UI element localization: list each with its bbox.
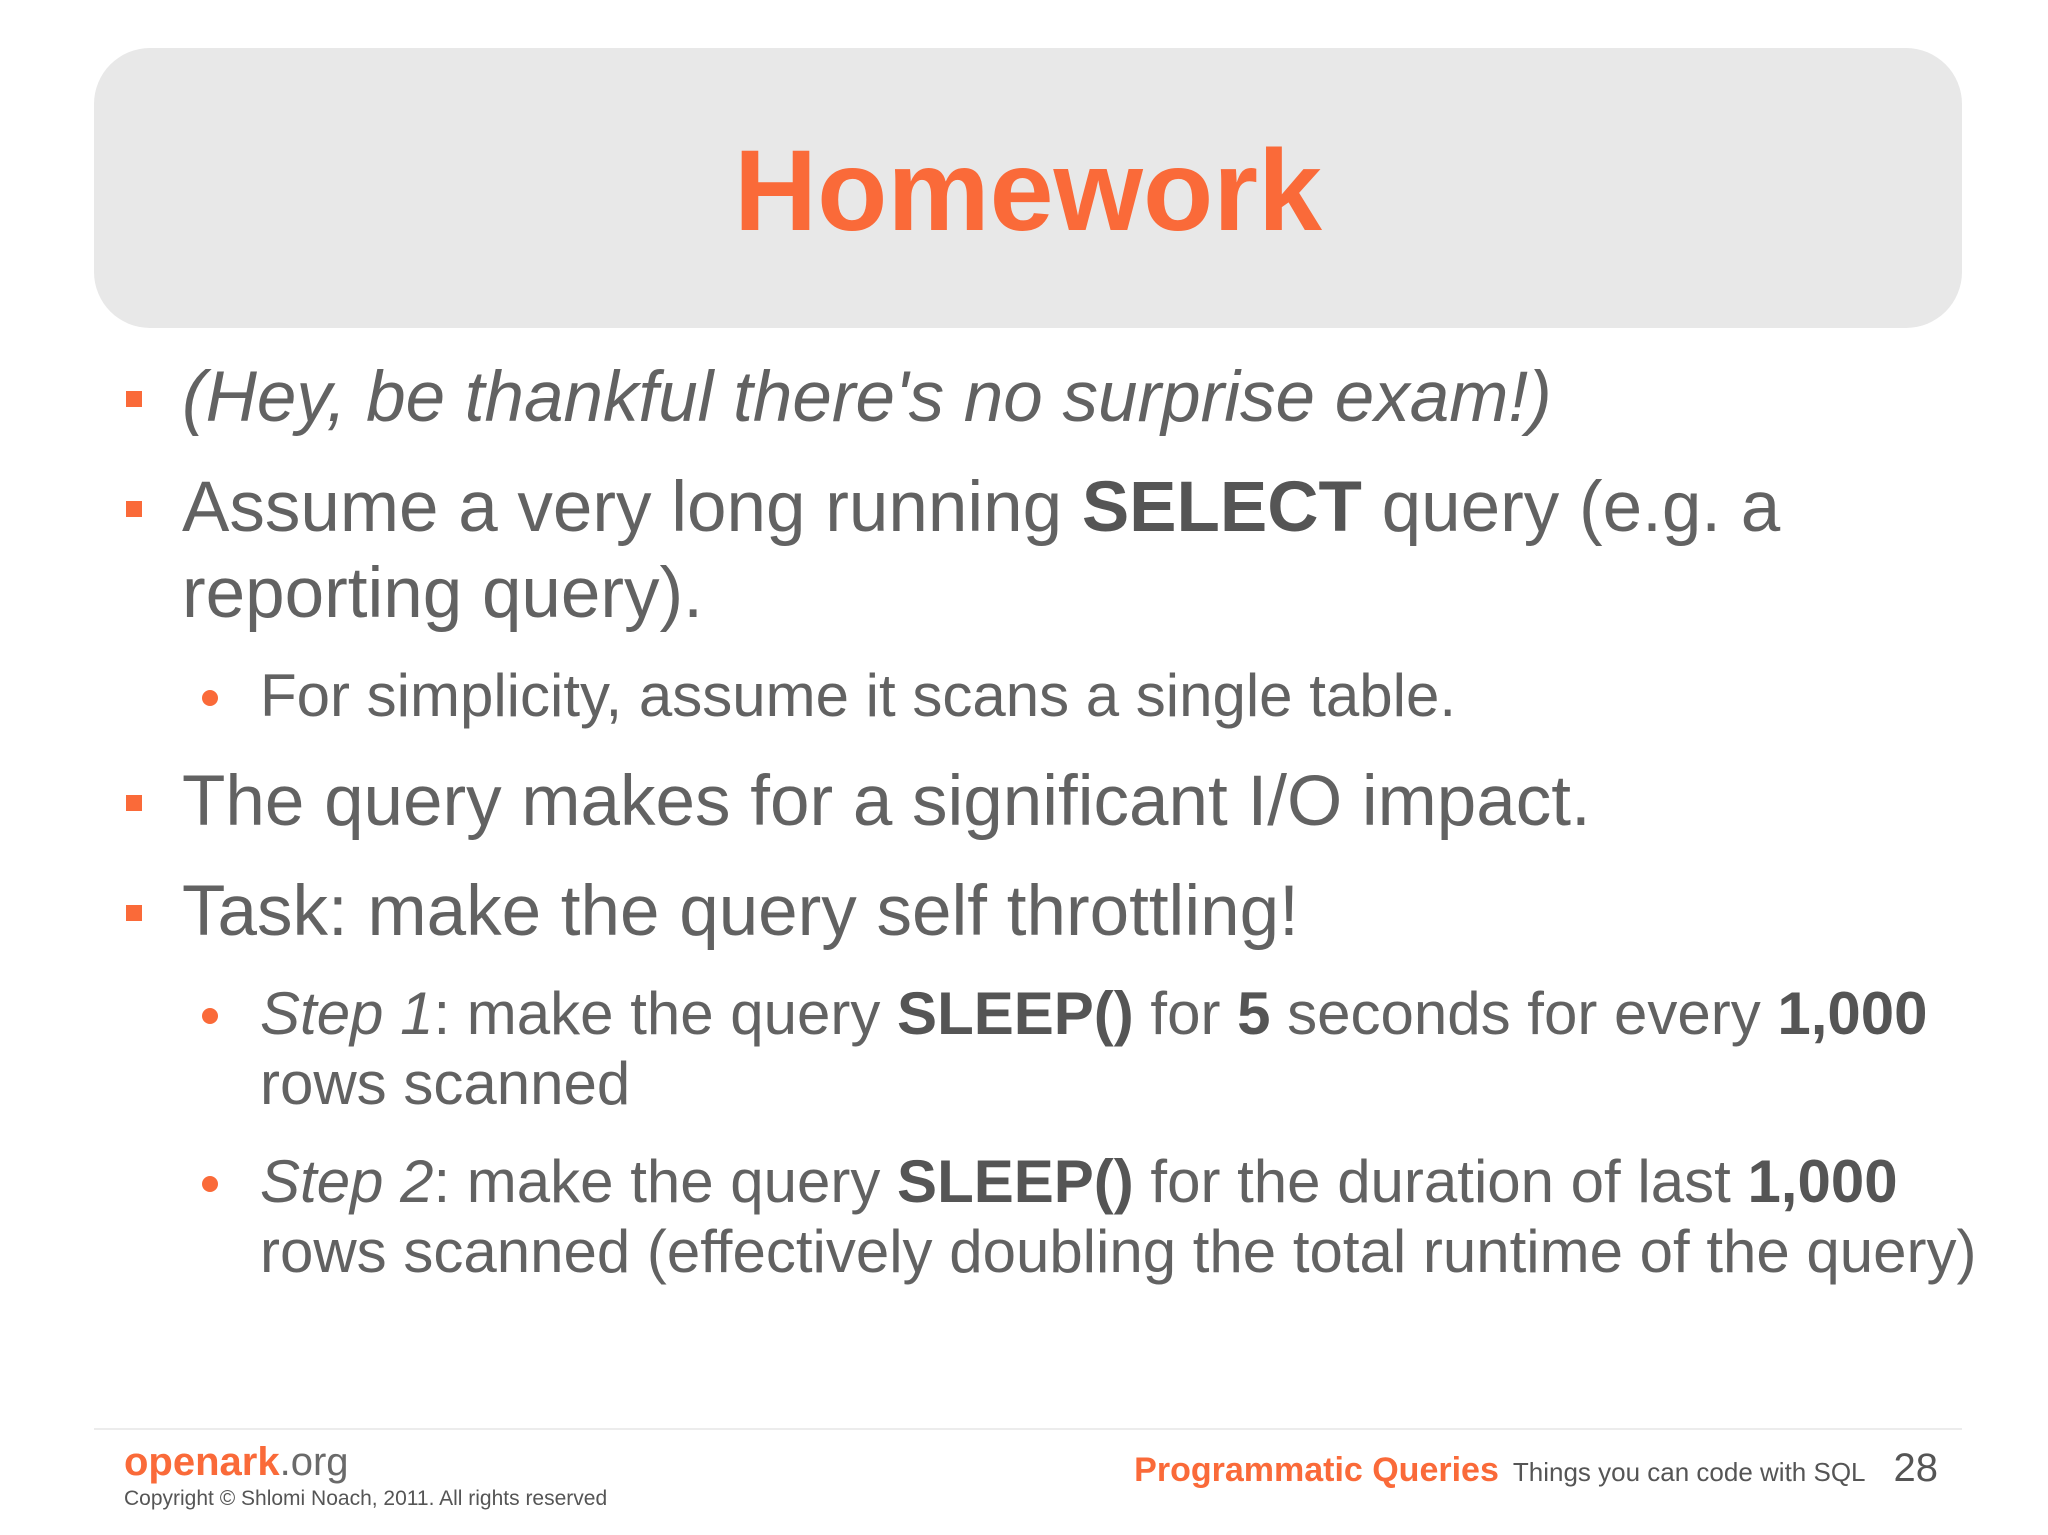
sub-bullet-item xyxy=(122,1147,1982,1287)
bullet-text-part: 1,000 xyxy=(1747,1148,1898,1215)
bullet-text xyxy=(182,468,1780,633)
bullet-text-part: SLEEP() xyxy=(897,980,1134,1047)
bullet-text-part: rows scanned xyxy=(260,1050,631,1117)
bullet-text-part: 1,000 xyxy=(1777,980,1928,1047)
bullet-text-part: For simplicity, assume it scans a single table. xyxy=(260,662,1456,729)
footer-course-title: Programmatic Queries xyxy=(1134,1451,1499,1489)
square-bullet-icon xyxy=(126,795,142,811)
bullet-item xyxy=(122,759,1982,845)
bullet-text-part: query (e.g. a reporting query). xyxy=(182,468,1781,633)
sub-bullet-item xyxy=(122,661,1982,731)
bullet-text-part: seconds for every xyxy=(1270,980,1778,1047)
bullet-text-part: SELECT xyxy=(1081,468,1362,547)
bullet-text xyxy=(260,980,1928,1117)
bullet-text-part: SLEEP() xyxy=(897,1148,1134,1215)
bullet-text-part: Task: make the query self throttling! xyxy=(182,872,1299,951)
footer-copyright: Copyright © Shlomi Noach, 2011. All rights reserved xyxy=(124,1487,608,1510)
square-bullet-icon xyxy=(126,391,142,407)
bullet-text xyxy=(182,762,1591,841)
bullet-text-part: : make the query xyxy=(433,1148,898,1215)
bullet-text-part: Step 1 xyxy=(260,980,434,1047)
slide-content xyxy=(122,355,1982,1315)
bullet-text xyxy=(182,872,1299,951)
slide-title: Homework xyxy=(734,127,1322,255)
bullet-item xyxy=(122,355,1982,441)
footer-course-subtitle: Things you can code with SQL xyxy=(1512,1457,1866,1487)
bullet-item xyxy=(122,869,1982,955)
bullet-text-part: The query makes for a significant I/O impact. xyxy=(182,762,1591,841)
bullet-text-part: for the duration of last xyxy=(1133,1148,1748,1215)
bullet-text-part: (Hey, be thankful there's no surprise exam!) xyxy=(182,358,1552,437)
bullet-text-part: rows scanned (effectively doubling the total runtime of the query) xyxy=(260,1218,1977,1285)
brand-rest: .org xyxy=(279,1440,349,1484)
bullet-text-part: Assume a very long running xyxy=(182,468,1082,547)
bullet-text xyxy=(260,662,1456,729)
square-bullet-icon xyxy=(126,905,142,921)
round-bullet-icon xyxy=(202,690,218,706)
footer-course-info xyxy=(1134,1446,1938,1491)
bullet-text-part: Step 2 xyxy=(260,1148,434,1215)
bullet-text-part: : make the query xyxy=(433,980,898,1047)
square-bullet-icon xyxy=(126,501,142,517)
bullet-text xyxy=(182,358,1552,437)
title-panel xyxy=(94,48,1962,328)
round-bullet-icon xyxy=(202,1176,218,1192)
sub-bullet-item xyxy=(122,979,1982,1119)
footer-brand-logo xyxy=(124,1440,349,1485)
bullet-text-part: 5 xyxy=(1237,980,1271,1047)
footer-divider xyxy=(94,1428,1962,1430)
bullet-text-part: for xyxy=(1133,980,1238,1047)
bullet-text xyxy=(260,1148,1977,1285)
page-number: 28 xyxy=(1893,1446,1938,1490)
brand-accent: openark xyxy=(124,1440,280,1484)
bullet-item xyxy=(122,465,1982,637)
round-bullet-icon xyxy=(202,1008,218,1024)
